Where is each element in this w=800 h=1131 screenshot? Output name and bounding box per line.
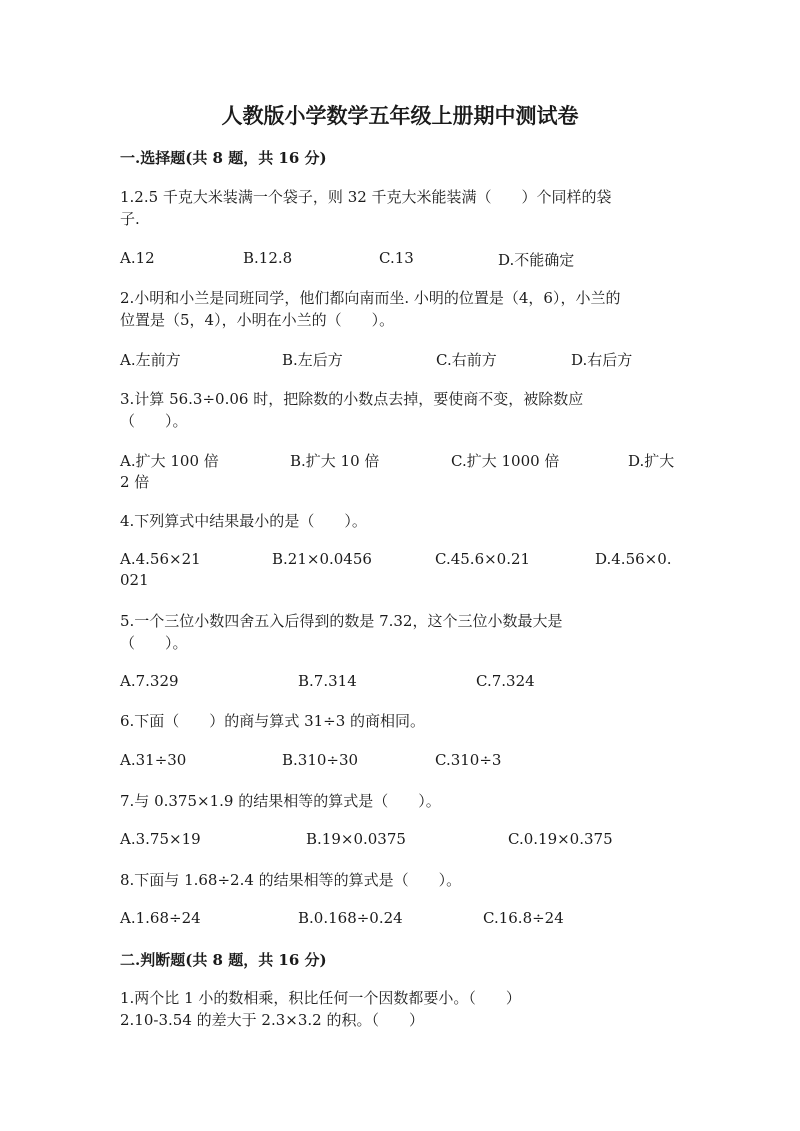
question-8-option-b: B.0.168÷0.24 — [298, 909, 403, 927]
question-3-option-b: B.扩大 10 倍 — [290, 452, 380, 470]
question-1-option-b: B.12.8 — [243, 249, 293, 267]
question-4-option-a: A.4.56×21 — [120, 550, 201, 568]
exam-title: 人教版小学数学五年级上册期中测试卷 — [221, 103, 579, 128]
question-8-option-a: A.1.68÷24 — [120, 909, 201, 927]
question-1-option-a: A.12 — [120, 249, 155, 267]
question-3-line-1: 3.计算 56.3÷0.06 时，把除数的小数点去掉，要使商不变，被除数应 — [120, 390, 584, 408]
question-8-line-1: 8.下面与 1.68÷2.4 的结果相等的算式是（ ）。 — [120, 871, 462, 889]
question-1-line-2: 子. — [120, 210, 140, 228]
question-2-option-a: A.左前方 — [120, 351, 181, 369]
question-6-option-c: C.310÷3 — [435, 751, 502, 769]
question-5-option-c: C.7.324 — [476, 672, 535, 690]
question-3-option-c: C.扩大 1000 倍 — [451, 452, 560, 470]
question-4-option-b: B.21×0.0456 — [272, 550, 372, 568]
section-1-heading: 一.选择题(共 8 题，共 16 分) — [120, 149, 327, 167]
question-6-line-1: 6.下面（ ）的商与算式 31÷3 的商相同。 — [120, 712, 426, 730]
judgment-2: 2.10-3.54 的差大于 2.3×3.2 的积。（ ） — [120, 1011, 424, 1029]
question-2-option-c: C.右前方 — [436, 351, 497, 369]
question-7-line-1: 7.与 0.375×1.9 的结果相等的算式是（ ）。 — [120, 792, 441, 810]
question-3-line-2: （ ）。 — [120, 412, 188, 430]
question-6-option-a: A.31÷30 — [120, 751, 187, 769]
question-3-option-d: D.扩大 — [628, 452, 675, 470]
question-2-line-1: 2.小明和小兰是同班同学，他们都向南而坐. 小明的位置是（4，6），小兰的 — [120, 289, 621, 307]
question-5-option-b: B.7.314 — [298, 672, 357, 690]
question-7-option-c: C.0.19×0.375 — [508, 830, 613, 848]
question-8-option-c: C.16.8÷24 — [483, 909, 564, 927]
question-1-option-c: C.13 — [379, 249, 414, 267]
question-5-line-2: （ ）。 — [120, 634, 188, 652]
question-4-option-c: C.45.6×0.21 — [435, 550, 531, 568]
question-3-option-d-wrap: 2 倍 — [120, 473, 150, 491]
question-1-option-d: D.不能确定 — [498, 251, 575, 269]
question-4-line-1: 4.下列算式中结果最小的是（ ）。 — [120, 512, 367, 530]
question-5-option-a: A.7.329 — [120, 672, 179, 690]
question-7-option-a: A.3.75×19 — [120, 830, 201, 848]
question-4-option-d: D.4.56×0. — [595, 550, 672, 568]
question-7-option-b: B.19×0.0375 — [306, 830, 406, 848]
question-1-line-1: 1.2.5 千克大米装满一个袋子，则 32 千克大米能装满（ ）个同样的袋 — [120, 188, 612, 206]
judgment-1: 1.两个比 1 小的数相乘，积比任何一个因数都要小。（ ） — [120, 989, 521, 1007]
question-3-option-a: A.扩大 100 倍 — [120, 452, 219, 470]
question-6-option-b: B.310÷30 — [282, 751, 359, 769]
question-2-option-d: D.右后方 — [571, 351, 633, 369]
question-2-option-b: B.左后方 — [282, 351, 343, 369]
question-2-line-2: 位置是（5，4），小明在小兰的（ ）。 — [120, 311, 395, 329]
question-5-line-1: 5.一个三位小数四舍五入后得到的数是 7.32，这个三位小数最大是 — [120, 612, 563, 630]
section-2-heading: 二.判断题(共 8 题，共 16 分) — [120, 951, 327, 969]
question-4-option-d-wrap: 021 — [120, 571, 149, 589]
